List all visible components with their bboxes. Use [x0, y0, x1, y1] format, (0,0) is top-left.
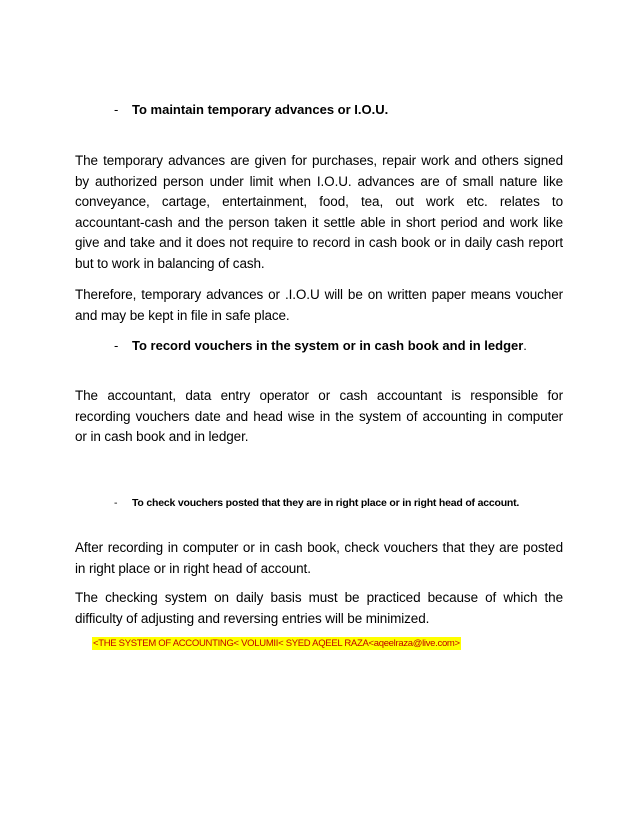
- bullet-dash: -: [114, 102, 119, 117]
- paragraph-line: and may be kept in file in safe place.: [75, 307, 290, 323]
- heading-record-vouchers: [114, 337, 527, 355]
- paragraph-line: accountant-cash and the person taken it settle able in short period and work like: [75, 214, 563, 230]
- paragraph-checking-system: [75, 588, 563, 629]
- paragraph-line: but to work in balancing of cash.: [75, 255, 265, 271]
- paragraph-therefore: [75, 285, 563, 326]
- paragraph-line: The temporary advances are given for purchases, repair work and others signed: [75, 153, 563, 168]
- paragraph-line: conveyance, cartage, entertainment, food, tea, out work etc. relates to: [75, 194, 563, 209]
- paragraph-line: The accountant, data entry operator or cash accountant is responsible for: [75, 388, 563, 403]
- paragraph-accountant: [75, 386, 563, 448]
- heading-suffix: .: [523, 338, 527, 353]
- bullet-dash: -: [114, 338, 119, 353]
- highlighted-footer-note: <THE SYSTEM OF ACCOUNTING< VOLUMII< SYED AQEEL RAZA<aqeelraza@live.com>: [93, 638, 460, 649]
- paragraph-line: in right place or in right head of account.: [75, 560, 311, 576]
- heading-text: To check vouchers posted that they are in right place or in right head of account.: [132, 497, 520, 509]
- paragraph-line: give and take and it does not require to record in cash book or in daily cash report: [75, 235, 563, 250]
- paragraph-temporary-advances: [75, 151, 563, 274]
- paragraph-after-recording: [75, 538, 563, 579]
- heading-check-vouchers: [114, 494, 519, 512]
- paragraph-line: or in cash book and in ledger.: [75, 429, 249, 444]
- heading-maintain-advances: [114, 101, 388, 119]
- paragraph-line: The checking system on daily basis must be practiced because of which the: [75, 590, 563, 605]
- paragraph-line: recording vouchers date and head wise in the system of accounting in computer: [75, 408, 563, 424]
- bullet-dash: -: [114, 497, 118, 509]
- heading-text: To record vouchers in the system or in cash book and in ledger: [132, 338, 524, 353]
- paragraph-line: by authorized person under limit when I.O.U. advances are of small nature like: [75, 173, 563, 189]
- paragraph-line: difficulty of adjusting and reversing entries will be minimized.: [75, 610, 430, 626]
- paragraph-line: After recording in computer or in cash book, check vouchers that they are posted: [75, 540, 563, 555]
- heading-text: To maintain temporary advances or I.O.U.: [132, 102, 389, 117]
- paragraph-line: Therefore, temporary advances or .I.O.U will be on written paper means voucher: [75, 287, 563, 302]
